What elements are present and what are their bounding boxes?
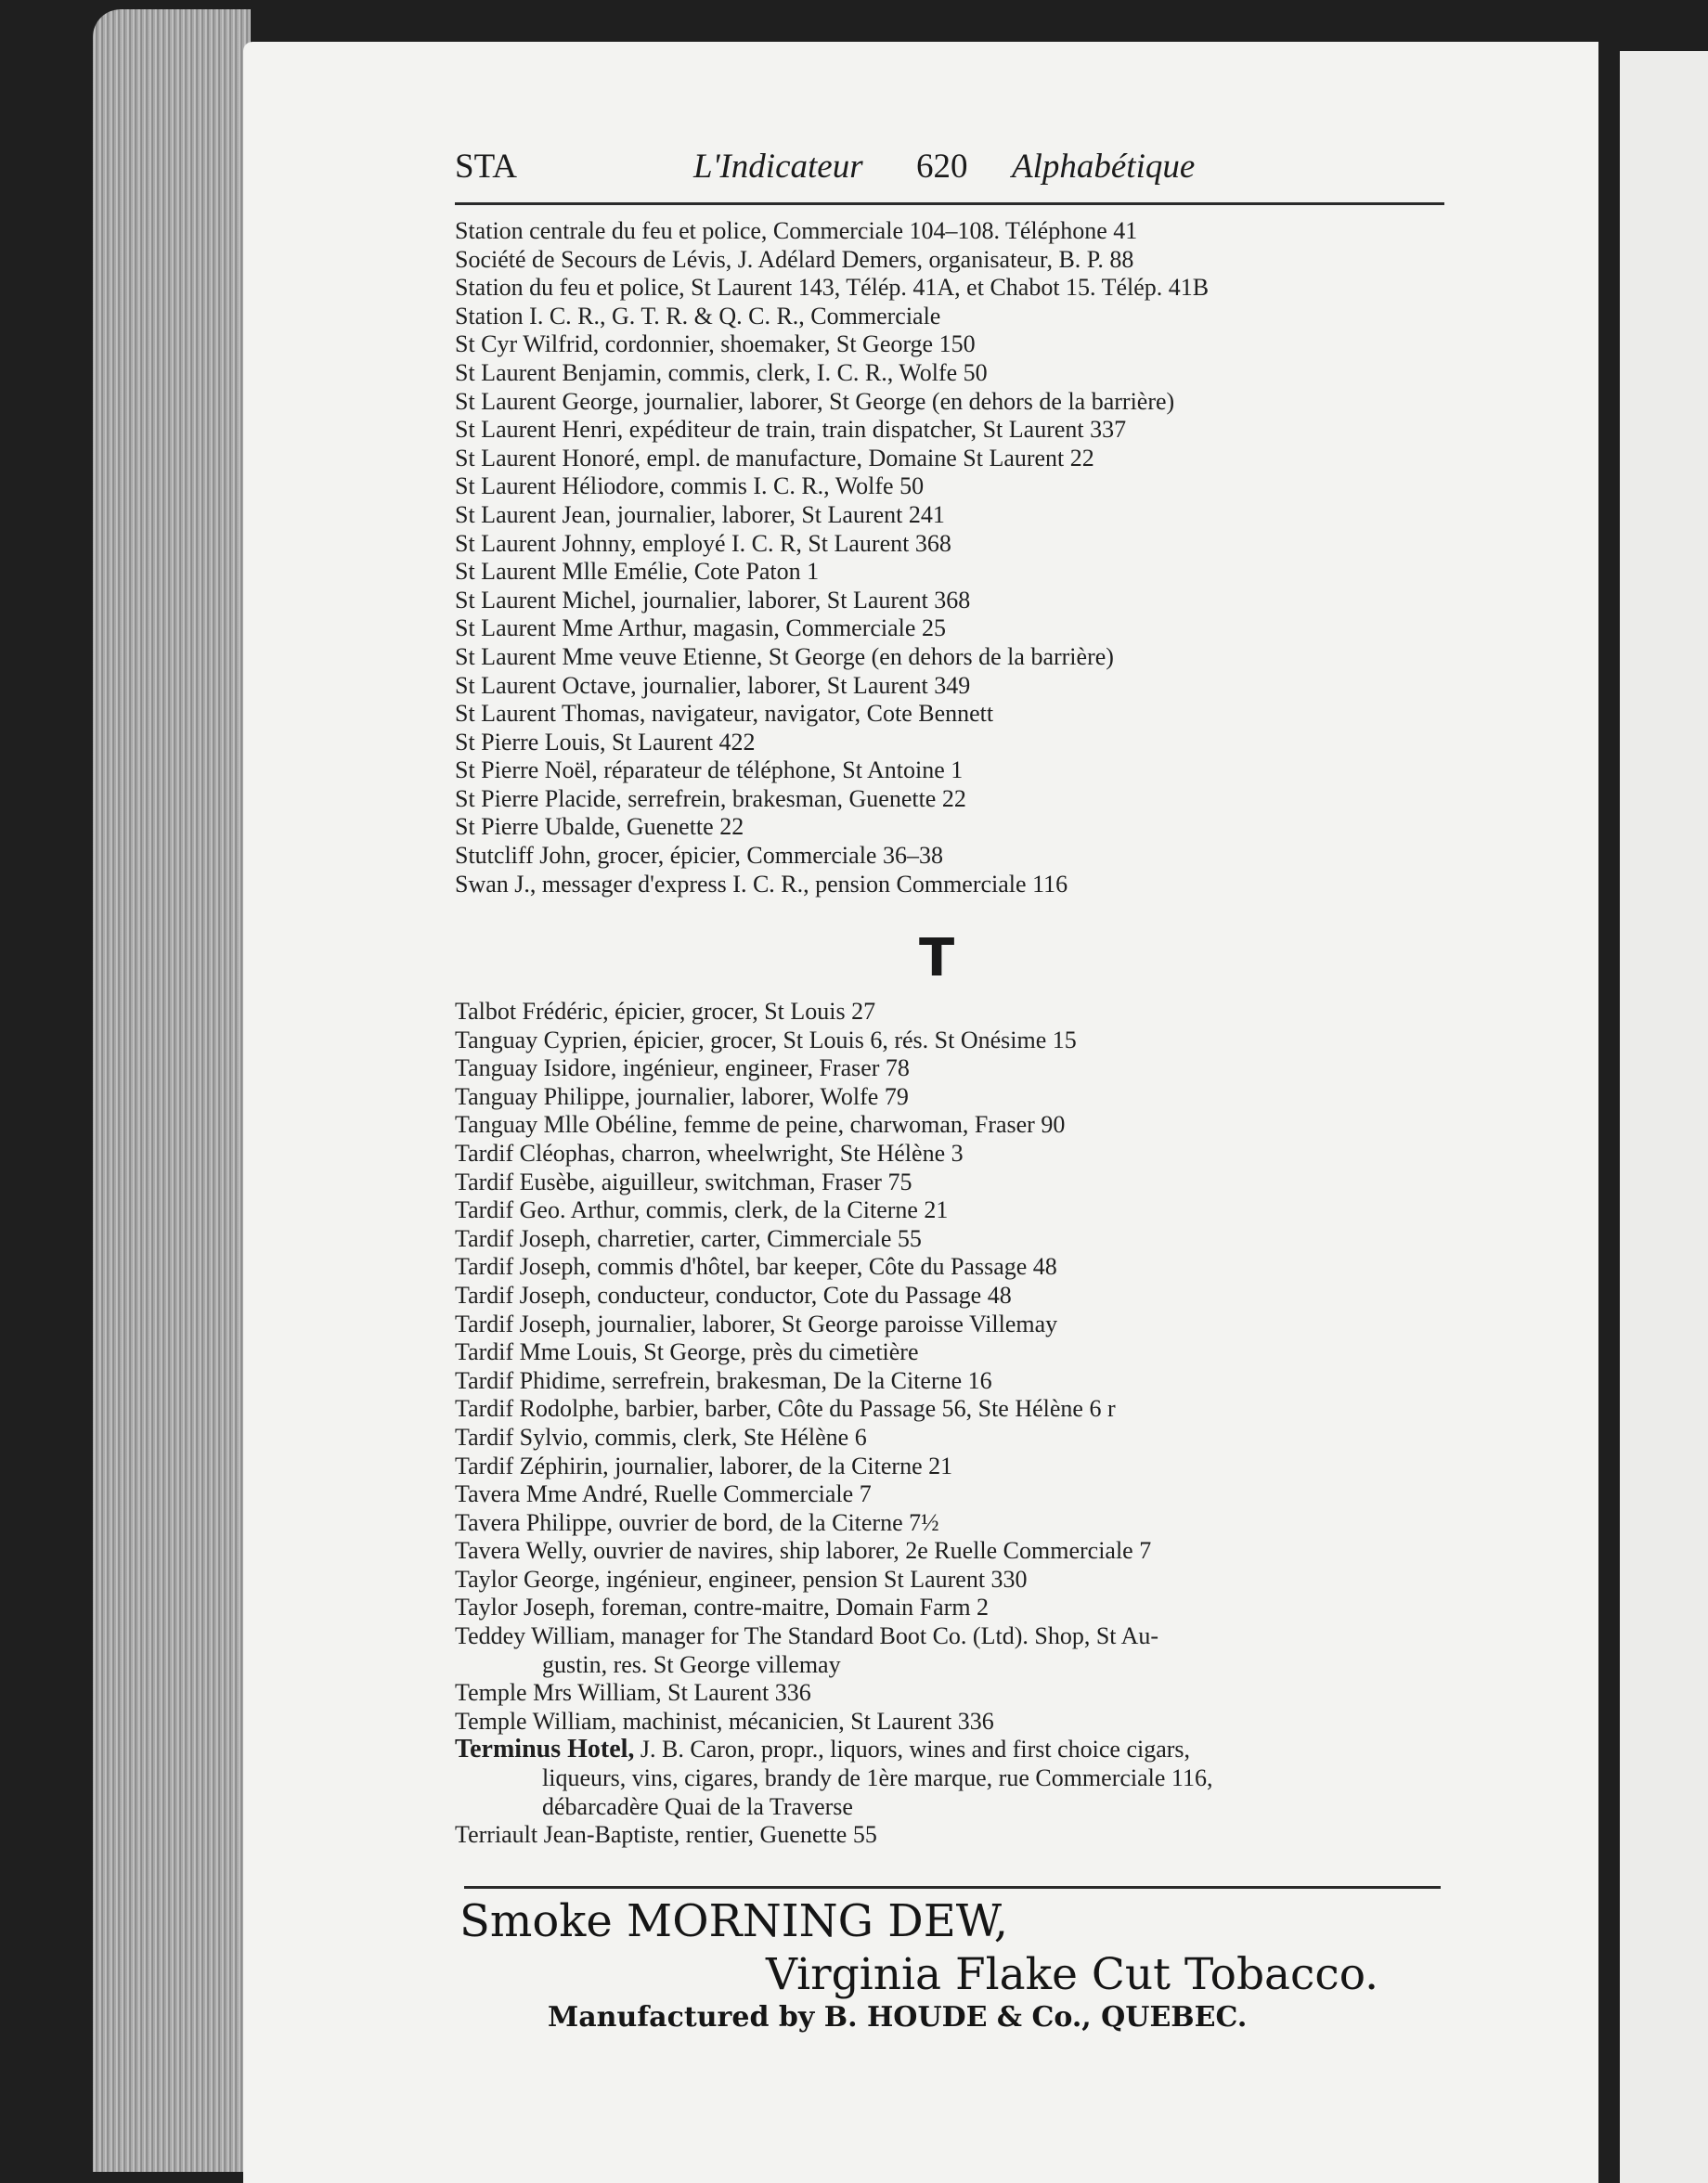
terminus-hotel-entry (455, 1736, 1457, 1764)
list-item: Tardif Phidime, serrefrein, brakesman, De la Citerne 16 (455, 1366, 992, 1394)
list-item-continuation: débarcadère Quai de la Traverse (542, 1792, 853, 1820)
list-item: St Laurent George, journalier, laborer, St George (en dehors de la barrière) (455, 387, 1175, 415)
list-item: St Laurent Mlle Emélie, Cote Paton 1 (455, 558, 820, 586)
advertisement-line-3: Manufactured by B. HOUDE & Co., QUEBEC. (548, 2001, 1248, 2034)
section-t-entries (455, 998, 1457, 1622)
list-item: St Cyr Wilfrid, cordonnier, shoemaker, St George 150 (455, 330, 976, 358)
section-letter-t: T (919, 928, 955, 988)
list-item: Tanguay Philippe, journalier, laborer, Wolfe 79 (455, 1082, 909, 1110)
list-item: Temple William, machinist, mécanicien, St Laurent 336 (455, 1707, 994, 1735)
list-item: Tardif Joseph, journalier, laborer, St George paroisse Villemay (455, 1310, 1058, 1337)
page-number: 620 (916, 148, 968, 186)
facing-page-edge (1620, 51, 1708, 2183)
list-item: St Laurent Mme veuve Etienne, St George (en dehors de la barrière) (455, 642, 1114, 670)
list-item: Swan J., messager d'express I. C. R., pension Commerciale 116 (455, 870, 1068, 898)
list-item: Taylor George, ingénieur, engineer, pension St Laurent 330 (455, 1565, 1028, 1593)
list-item: Station I. C. R., G. T. R. & Q. C. R., Commerciale (455, 302, 941, 329)
list-item: Stutcliff John, grocer, épicier, Commerciale 36–38 (455, 842, 943, 870)
list-item: Tavera Welly, ouvrier de navires, ship laborer, 2e Ruelle Commerciale 7 (455, 1537, 1152, 1565)
terminus-hotel-details: J. B. Caron, propr., liquors, wines and first choice cigars, (634, 1736, 1191, 1763)
running-head (455, 147, 1443, 193)
list-item: St Laurent Thomas, navigateur, navigator, Cote Bennett (455, 700, 994, 728)
book-page-edges (93, 9, 251, 2172)
list-item: Teddey William, manager for The Standard Boot Co. (Ltd). Shop, St Au- (455, 1622, 1158, 1650)
title-right: Alphabétique (1012, 148, 1196, 186)
list-item: St Laurent Jean, journalier, laborer, St Laurent 241 (455, 500, 945, 528)
list-item: St Laurent Héliodore, commis I. C. R., Wolfe 50 (455, 472, 925, 500)
list-item: St Laurent Benjamin, commis, clerk, I. C. R., Wolfe 50 (455, 358, 988, 386)
header-rule (455, 202, 1444, 205)
list-item: Tavera Mme André, Ruelle Commerciale 7 (455, 1480, 872, 1508)
list-item: Tanguay Mlle Obéline, femme de peine, charwoman, Fraser 90 (455, 1111, 1066, 1139)
list-item: Société de Secours de Lévis, J. Adélard Demers, organisateur, B. P. 88 (455, 245, 1134, 273)
list-item-continuation: liqueurs, vins, cigares, brandy de 1ère marque, rue Commerciale 116, (542, 1764, 1213, 1792)
list-item: St Pierre Noël, réparateur de téléphone, St Antoine 1 (455, 756, 964, 784)
list-item: Tardif Joseph, conducteur, conductor, Cote du Passage 48 (455, 1281, 1012, 1309)
list-item-continuation: gustin, res. St George villemay (542, 1650, 841, 1678)
list-item: Tardif Joseph, charretier, carter, Cimmerciale 55 (455, 1224, 922, 1252)
section-t-list (455, 998, 1457, 1850)
title-left: L'Indicateur (693, 148, 863, 186)
list-item: St Laurent Henri, expéditeur de train, train dispatcher, St Laurent 337 (455, 416, 1127, 444)
list-item: St Laurent Michel, journalier, laborer, St Laurent 368 (455, 586, 971, 614)
list-item: St Pierre Placide, serrefrein, brakesman, Guenette 22 (455, 784, 966, 812)
list-item: Station du feu et police, St Laurent 143, Télép. 41A, et Chabot 15. Télép. 41B (455, 274, 1210, 302)
list-item: Tardif Mme Louis, St George, près du cimetière (455, 1338, 919, 1366)
list-item: Tardif Rodolphe, barbier, barber, Côte du Passage 56, Ste Hélène 6 r (455, 1395, 1116, 1423)
list-item: Station centrale du feu et police, Commerciale 104–108. Téléphone 41 (455, 217, 1138, 244)
list-item: Tardif Cléophas, charron, wheelwright, Ste Hélène 3 (455, 1139, 964, 1167)
list-item: St Laurent Honoré, empl. de manufacture, Domaine St Laurent 22 (455, 444, 1094, 471)
list-item: Tardif Sylvio, commis, clerk, Ste Hélène 6 (455, 1423, 867, 1451)
list-item: Tardif Zéphirin, journalier, laborer, de la Citerne 21 (455, 1452, 953, 1479)
list-item: Tavera Philippe, ouvrier de bord, de la Citerne 7½ (455, 1508, 939, 1536)
list-item: Taylor Joseph, foreman, contre-maitre, Domain Farm 2 (455, 1594, 990, 1621)
list-item: Talbot Frédéric, épicier, grocer, St Louis 27 (455, 998, 876, 1025)
list-item: Tardif Geo. Arthur, commis, clerk, de la Citerne 21 (455, 1196, 949, 1224)
list-item: St Pierre Louis, St Laurent 422 (455, 728, 756, 756)
terminus-hotel-name: Terminus Hotel, (455, 1735, 635, 1764)
list-item: Tanguay Cyprien, épicier, grocer, St Louis 6, rés. St Onésime 15 (455, 1026, 1077, 1053)
list-item: Tanguay Isidore, ingénieur, engineer, Fraser 78 (455, 1054, 910, 1082)
advertisement-rule (464, 1886, 1441, 1889)
list-item: St Laurent Johnny, employé I. C. R, St Laurent 368 (455, 529, 951, 557)
section-s-list (455, 217, 1457, 898)
list-item: Terriault Jean-Baptiste, rentier, Guenette 55 (455, 1821, 877, 1849)
advertisement-line-2: Virginia Flake Cut Tobacco. (766, 1949, 1379, 2000)
list-item: Temple Mrs William, St Laurent 336 (455, 1679, 811, 1707)
section-code: STA (455, 148, 517, 186)
list-item: Tardif Joseph, commis d'hôtel, bar keeper, Côte du Passage 48 (455, 1253, 1057, 1281)
list-item: St Pierre Ubalde, Guenette 22 (455, 813, 744, 841)
list-item: Tardif Eusèbe, aiguilleur, switchman, Fraser 75 (455, 1168, 912, 1195)
section-t-entries-b (455, 1679, 1457, 1736)
list-item: St Laurent Mme Arthur, magasin, Commerciale 25 (455, 614, 946, 642)
list-item: St Laurent Octave, journalier, laborer, St Laurent 349 (455, 671, 971, 699)
advertisement-line-1: Smoke MORNING DEW, (459, 1895, 1008, 1947)
